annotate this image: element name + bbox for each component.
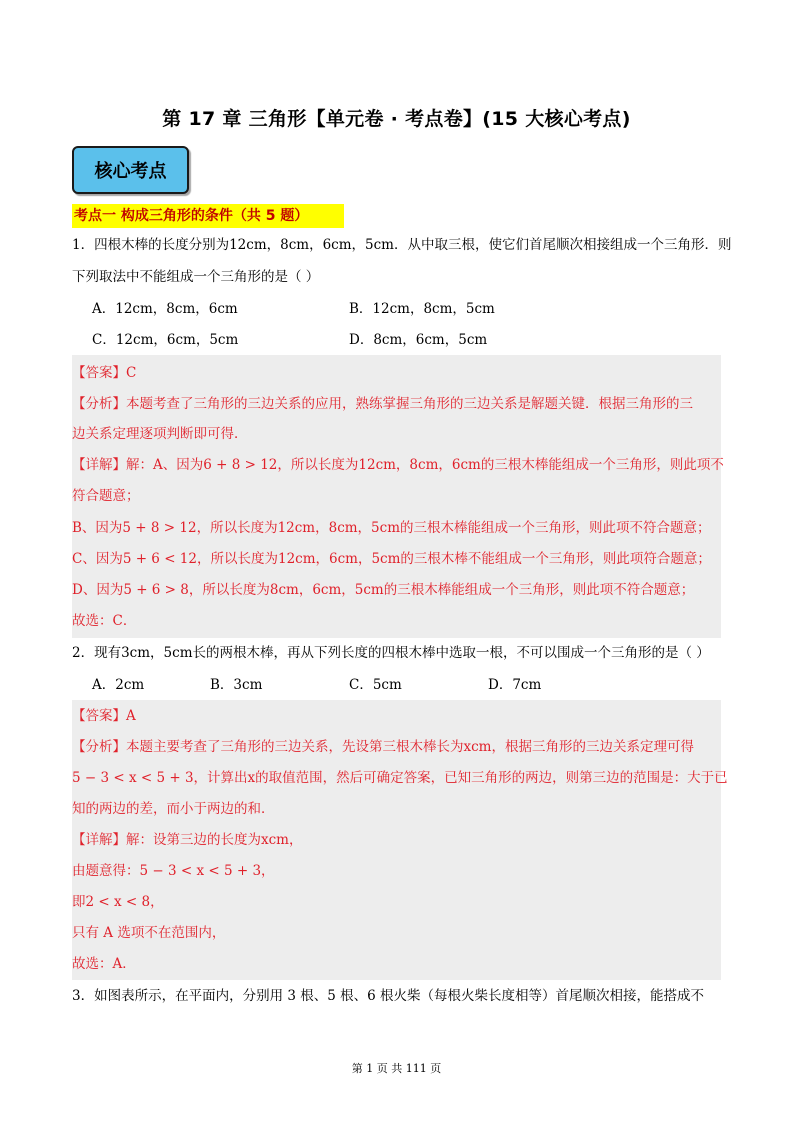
q1-stem-line-1: 1．四根木棒的长度分别为12cm，8cm，6cm，5cm．从中取三根，使它们首尾顺次相接组成一个三角形．则 (72, 237, 732, 253)
q1-option-c: C．12cm，6cm，5cm (92, 332, 239, 348)
core-points-label: 核心考点 (94, 161, 167, 182)
q2-detail-line-4: 只有 A 选项不在范围内， (72, 925, 226, 941)
q1-answer: 【答案】C (72, 365, 137, 381)
q2-detail-line-3: 即2 < x < 8， (72, 894, 164, 910)
q1-option-d: D．8cm，6cm，5cm (349, 332, 488, 348)
q2-analysis-line-1: 【分析】本题主要考查了三角形的三边关系，先设第三根木棒长为xcm，根据三角形的三边关系定理可得 (72, 739, 694, 755)
q1-detail-line-1: 【详解】解：A、因为6 + 8 > 12，所以长度为12cm，8cm，6cm的三根木棒能组成一个三角形，则此项不 (72, 457, 724, 473)
q2-detail-line-2: 由题意得：5 − 3 < x < 5 + 3， (72, 863, 275, 879)
q1-detail-line-2: 符合题意； (72, 488, 140, 504)
core-points-box (72, 146, 189, 194)
q1-analysis-line-2: 边关系定理逐项判断即可得． (72, 426, 248, 442)
q2-stem-line-1: 2．现有3cm，5cm长的两根木棒，再从下列长度的四根木棒中选取一根，不可以围成一个三角形的是（ ） (72, 645, 710, 661)
q2-option-a: A．2cm (92, 677, 145, 693)
q2-answer: 【答案】A (72, 708, 136, 724)
q2-option-b: B．3cm (210, 677, 263, 693)
section-header: 考点一 构成三角形的条件（共 5 题） (72, 204, 344, 228)
q1-detail-line-4: C、因为5 + 6 < 12，所以长度为12cm，6cm，5cm的三根木棒不能组成一个三角形，则此项符合题意； (72, 551, 711, 567)
page-title: 第 17 章 三角形【单元卷 · 考点卷】(15 大核心考点) (162, 108, 631, 130)
q3-stem-line-1: 3．如图表所示，在平面内，分别用 3 根、5 根、6 根火柴（每根火柴长度相等）首尾顺次相接，能搭成不 (72, 988, 705, 1004)
q1-detail-line-6: 故选：C． (72, 613, 137, 629)
q2-analysis-line-3: 知的两边的差，而小于两边的和． (72, 801, 275, 817)
q2-analysis-line-2: 5 − 3 < x < 5 + 3，计算出x的取值范围，然后可确定答案，已知三角形的两边，则第三边的范围是：大于已 (72, 770, 728, 786)
page-footer: 第 1 页 共 111 页 (351, 1062, 442, 1075)
q2-option-d: D．7cm (488, 677, 542, 693)
q2-detail-line-1: 【详解】解：设第三边的长度为xcm， (72, 832, 303, 848)
q1-option-a: A．12cm，8cm，6cm (92, 301, 238, 317)
q1-analysis-line-1: 【分析】本题考查了三角形的三边关系的应用，熟练掌握三角形的三边关系是解题关键．根据三角形的三 (72, 396, 693, 412)
q1-stem-line-2: 下列取法中不能组成一个三角形的是（ ） (72, 269, 320, 285)
q2-detail-line-5: 故选：A． (72, 956, 136, 972)
q1-detail-line-5: D、因为5 + 6 > 8，所以长度为8cm，6cm，5cm的三根木棒能组成一个三角形，则此项不符合题意； (72, 582, 695, 598)
q1-detail-line-3: B、因为5 + 8 > 12，所以长度为12cm，8cm，5cm的三根木棒能组成一个三角形，则此项不符合题意； (72, 520, 711, 536)
q1-option-b: B．12cm，8cm，5cm (349, 301, 495, 317)
q2-option-c: C．5cm (349, 677, 402, 693)
